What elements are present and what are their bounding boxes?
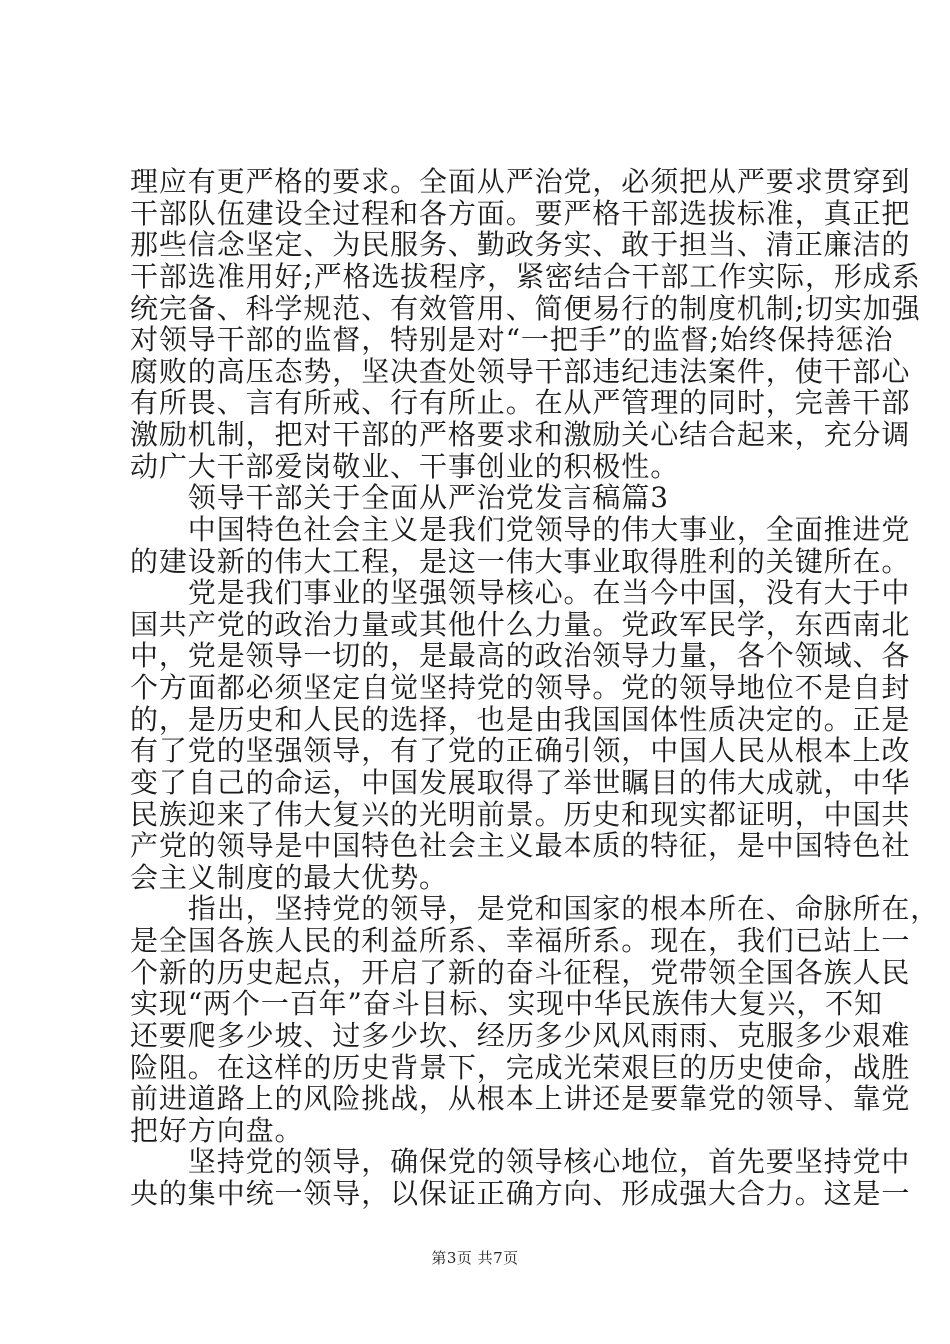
text-line: 有所畏、言有所戒、行有所止。在从严管理的同时，完善干部: [130, 386, 911, 419]
page-number-footer: 第3页 共7页: [431, 1249, 519, 1267]
text-line: 实现“两个一百年”奋斗目标、实现中华民族伟大复兴，不知: [130, 987, 883, 1020]
section-heading: 领导干部关于全面从严治党发言稿篇3: [130, 481, 669, 514]
text-line: 的，是历史和人民的选择，也是由我国国体性质决定的。正是: [130, 703, 911, 736]
text-line: 前进道路上的风险挑战，从根本上讲还是要靠党的领导、靠党: [130, 1082, 911, 1115]
text-line: 把好方向盘。: [130, 1114, 304, 1147]
text-line: 动广大干部爱岗敬业、干事创业的积极性。: [130, 450, 680, 483]
text-line: 干部队伍建设全过程和各方面。要严格干部选拔标准，真正把: [130, 197, 911, 230]
text-line: 中国特色社会主义是我们党领导的伟大事业，全面推进党: [130, 513, 911, 546]
text-line: 激励机制，把对干部的严格要求和激励关心结合起来，充分调: [130, 418, 911, 451]
text-line: 坚持党的领导，确保党的领导核心地位，首先要坚持党中: [130, 1145, 911, 1178]
text-line: 产党的领导是中国特色社会主义最本质的特征，是中国特色社: [130, 829, 911, 862]
text-line: 是全国各族人民的利益所系、幸福所系。现在，我们已站上一: [130, 924, 911, 957]
text-line: 变了自己的命运，中国发展取得了举世瞩目的伟大成就，中华: [130, 766, 911, 799]
text-line: 的建设新的伟大工程，是这一伟大事业取得胜利的关键所在。: [130, 545, 911, 578]
text-line: 会主义制度的最大优势。: [130, 861, 448, 894]
text-line: 指出，坚持党的领导，是党和国家的根本所在、命脉所在，: [130, 892, 940, 925]
text-line: 对领导干部的监督，特别是对“一把手”的监督;始终保持惩治: [130, 323, 894, 356]
text-line: 个方面都必须坚定自觉坚持党的领导。党的领导地位不是自封: [130, 671, 911, 704]
text-line: 统完备、科学规范、有效管用、简便易行的制度机制;切实加强: [130, 292, 921, 325]
text-line: 还要爬多少坡、过多少坎、经历多少风风雨雨、克服多少艰难: [130, 1019, 911, 1052]
text-line: 有了党的坚强领导，有了党的正确引领，中国人民从根本上改: [130, 734, 911, 767]
text-line: 民族迎来了伟大复兴的光明前景。历史和现实都证明，中国共: [130, 798, 911, 831]
text-line: 个新的历史起点，开启了新的奋斗征程，党带领全国各族人民: [130, 956, 911, 989]
text-line: 干部选准用好;严格选拔程序，紧密结合干部工作实际，形成系: [130, 260, 921, 293]
text-line: 国共产党的政治力量或其他什么力量。党政军民学，东西南北: [130, 608, 911, 641]
text-line: 那些信念坚定、为民服务、勤政务实、敢于担当、清正廉洁的: [130, 228, 911, 261]
text-line: 党是我们事业的坚强领导核心。在当今中国，没有大于中: [130, 576, 911, 609]
text-line: 腐败的高压态势，坚决查处领导干部违纪违法案件，使干部心: [130, 355, 911, 388]
text-line: 中，党是领导一切的，是最高的政治领导力量，各个领域、各: [130, 639, 911, 672]
text-line: 理应有更严格的要求。全面从严治党，必须把从严要求贯穿到: [130, 165, 911, 198]
text-line: 险阻。在这样的历史背景下，完成光荣艰巨的历史使命，战胜: [130, 1051, 911, 1084]
text-line: 央的集中统一领导，以保证正确方向、形成强大合力。这是一: [130, 1177, 911, 1210]
